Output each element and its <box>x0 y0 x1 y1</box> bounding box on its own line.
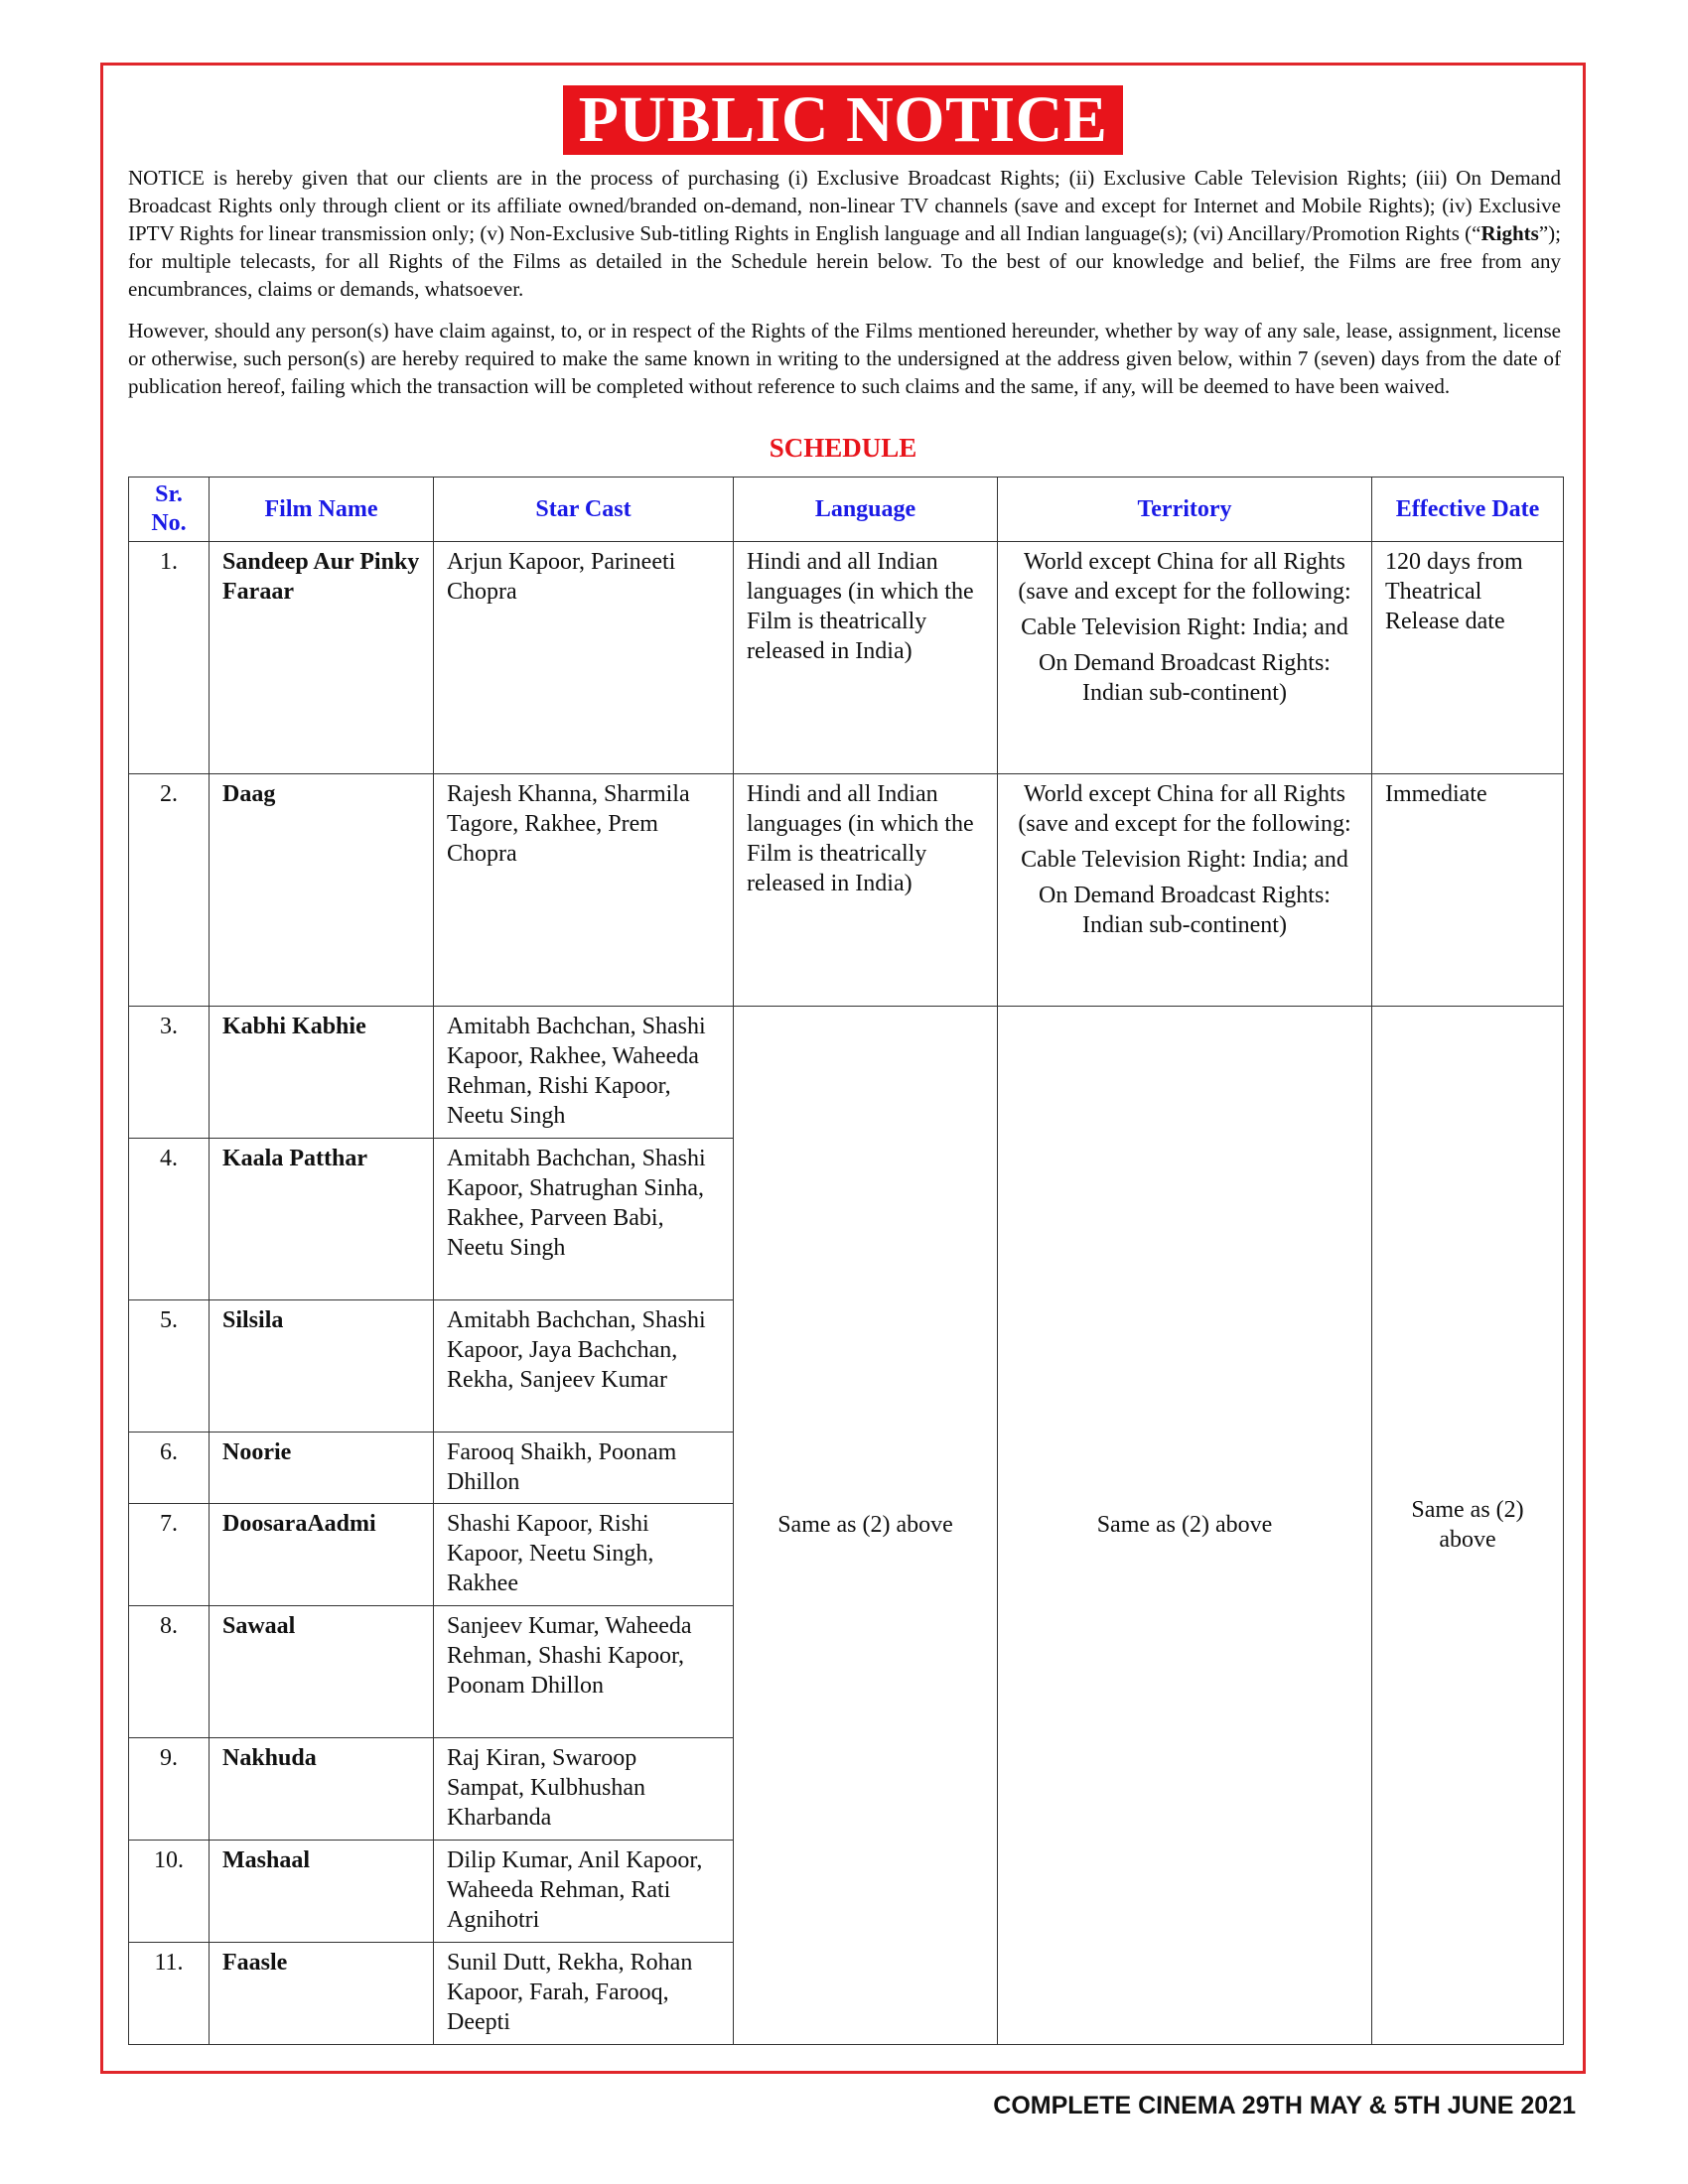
star-cast-cell: Amitabh Bachchan, Shashi Kapoor, Rakhee, Waheeda Rehman, Rishi Kapoor, Neetu Singh <box>434 1007 734 1139</box>
sr-cell: 5. <box>129 1300 210 1433</box>
star-cast-cell: Shashi Kapoor, Rishi Kapoor, Neetu Singh, Rakhee <box>434 1504 734 1606</box>
star-cast-cell: Farooq Shaikh, Poonam Dhillon <box>434 1433 734 1504</box>
film-name-cell: Noorie <box>210 1433 434 1504</box>
territory-line: Cable Television Right: India; and <box>1021 614 1348 640</box>
sr-cell: 4. <box>129 1139 210 1300</box>
language-cell: Hindi and all Indian languages (in which the Film is theatrically released in India) <box>734 542 998 774</box>
title-banner <box>103 85 1583 155</box>
territory-line: On Demand Broadcast Rights: Indian sub-continent) <box>1039 650 1331 706</box>
effective-date-cell: 120 days from Theatrical Release date <box>1372 542 1564 774</box>
table-row <box>129 774 1564 1007</box>
schedule-table <box>128 477 1564 2045</box>
column-header-sr: Sr. No. <box>129 478 210 542</box>
merged-date-cell: Same as (2) above <box>1372 1007 1564 2045</box>
column-header-cast: Star Cast <box>434 478 734 542</box>
star-cast-cell: Amitabh Bachchan, Shashi Kapoor, Shatrughan Sinha, Rakhee, Parveen Babi, Neetu Singh <box>434 1139 734 1300</box>
star-cast-cell: Raj Kiran, Swaroop Sampat, Kulbhushan Kharbanda <box>434 1738 734 1841</box>
film-name-cell: Mashaal <box>210 1841 434 1943</box>
film-name-cell: Nakhuda <box>210 1738 434 1841</box>
territory-cell <box>998 774 1372 1007</box>
sr-cell: 7. <box>129 1504 210 1606</box>
star-cast-cell: Sunil Dutt, Rekha, Rohan Kapoor, Farah, Farooq, Deepti <box>434 1943 734 2045</box>
column-header-territory: Territory <box>998 478 1372 542</box>
effective-date-cell: Immediate <box>1372 774 1564 1007</box>
table-row <box>129 542 1564 774</box>
sr-cell: 10. <box>129 1841 210 1943</box>
film-name-cell: Daag <box>210 774 434 1007</box>
territory-cell <box>998 542 1372 774</box>
sr-cell: 3. <box>129 1007 210 1139</box>
sr-cell: 6. <box>129 1433 210 1504</box>
film-name-cell: Faasle <box>210 1943 434 2045</box>
notice-paragraph <box>128 164 1561 303</box>
column-header-film: Film Name <box>210 478 434 542</box>
star-cast-cell: Arjun Kapoor, Parineeti Chopra <box>434 542 734 774</box>
star-cast-cell: Dilip Kumar, Anil Kapoor, Waheeda Rehman, Rati Agnihotri <box>434 1841 734 1943</box>
territory-line: World except China for all Rights (save and except for the following: <box>1018 781 1351 837</box>
notice-frame <box>100 63 1586 2074</box>
merged-language-cell: Same as (2) above <box>734 1007 998 2045</box>
sr-cell: 1. <box>129 542 210 774</box>
territory-line: On Demand Broadcast Rights: Indian sub-continent) <box>1039 883 1331 938</box>
film-name-cell: Kaala Patthar <box>210 1139 434 1300</box>
notice-title: PUBLIC NOTICE <box>563 85 1124 155</box>
table-row <box>129 1007 1564 1139</box>
star-cast-cell: Rajesh Khanna, Sharmila Tagore, Rakhee, Prem Chopra <box>434 774 734 1007</box>
language-cell: Hindi and all Indian languages (in which the Film is theatrically released in India) <box>734 774 998 1007</box>
film-name-cell: Kabhi Kabhie <box>210 1007 434 1139</box>
sr-cell: 8. <box>129 1606 210 1738</box>
rights-term: Rights <box>1480 221 1539 245</box>
claims-paragraph: However, should any person(s) have claim against, to, or in respect of the Rights of the Films mentioned hereunder, whether by way of any sale, lease, assignment, license or otherwise, such person(s) are hereby required to make the same known in writing to the undersigned at the address given below, within 7 (seven) days from the date of publication hereof, failing which the transaction will be completed without reference to such claims and the same, if any, will be deemed to have been waived. <box>128 319 1561 398</box>
notice-paragraph-text-end: ”); for multiple telecasts, for all Rights of the Films as detailed in the Schedule herein below. To the best of our knowledge and belief, the Films are free from any encumbrances, claims or demands, whatsoever. <box>128 221 1561 301</box>
publication-footer: COMPLETE CINEMA 29TH MAY & 5TH JUNE 2021 <box>993 2092 1576 2119</box>
sr-cell: 11. <box>129 1943 210 2045</box>
merged-territory-cell: Same as (2) above <box>998 1007 1372 2045</box>
table-header-row <box>129 478 1564 542</box>
column-header-date: Effective Date <box>1372 478 1564 542</box>
film-name-cell: Sawaal <box>210 1606 434 1738</box>
territory-line: World except China for all Rights (save and except for the following: <box>1018 549 1351 605</box>
column-header-language: Language <box>734 478 998 542</box>
film-name-cell: Sandeep Aur Pinky Faraar <box>210 542 434 774</box>
territory-line: Cable Television Right: India; and <box>1021 847 1348 873</box>
sr-cell: 2. <box>129 774 210 1007</box>
film-name-cell: Silsila <box>210 1300 434 1433</box>
film-name-cell: DoosaraAadmi <box>210 1504 434 1606</box>
notice-paragraph-text: NOTICE is hereby given that our clients are in the process of purchasing (i) Exclusive Broadcast Rights; (ii) Exclusive Cable Television Rights; (iii) On Demand Broadcast Rights only through client or its affiliate owned/branded on-demand, non-linear TV channels (save and except for Internet and Mobile Rights); (iv) Exclusive IPTV Rights for linear transmission only; (v) Non-Exclusive Sub-titling Rights in English language and all Indian language(s); (vi) Ancillary/Promotion Rights (“ <box>128 166 1561 245</box>
star-cast-cell: Sanjeev Kumar, Waheeda Rehman, Shashi Kapoor, Poonam Dhillon <box>434 1606 734 1738</box>
schedule-heading: SCHEDULE <box>769 433 917 463</box>
sr-cell: 9. <box>129 1738 210 1841</box>
star-cast-cell: Amitabh Bachchan, Shashi Kapoor, Jaya Bachchan, Rekha, Sanjeev Kumar <box>434 1300 734 1433</box>
